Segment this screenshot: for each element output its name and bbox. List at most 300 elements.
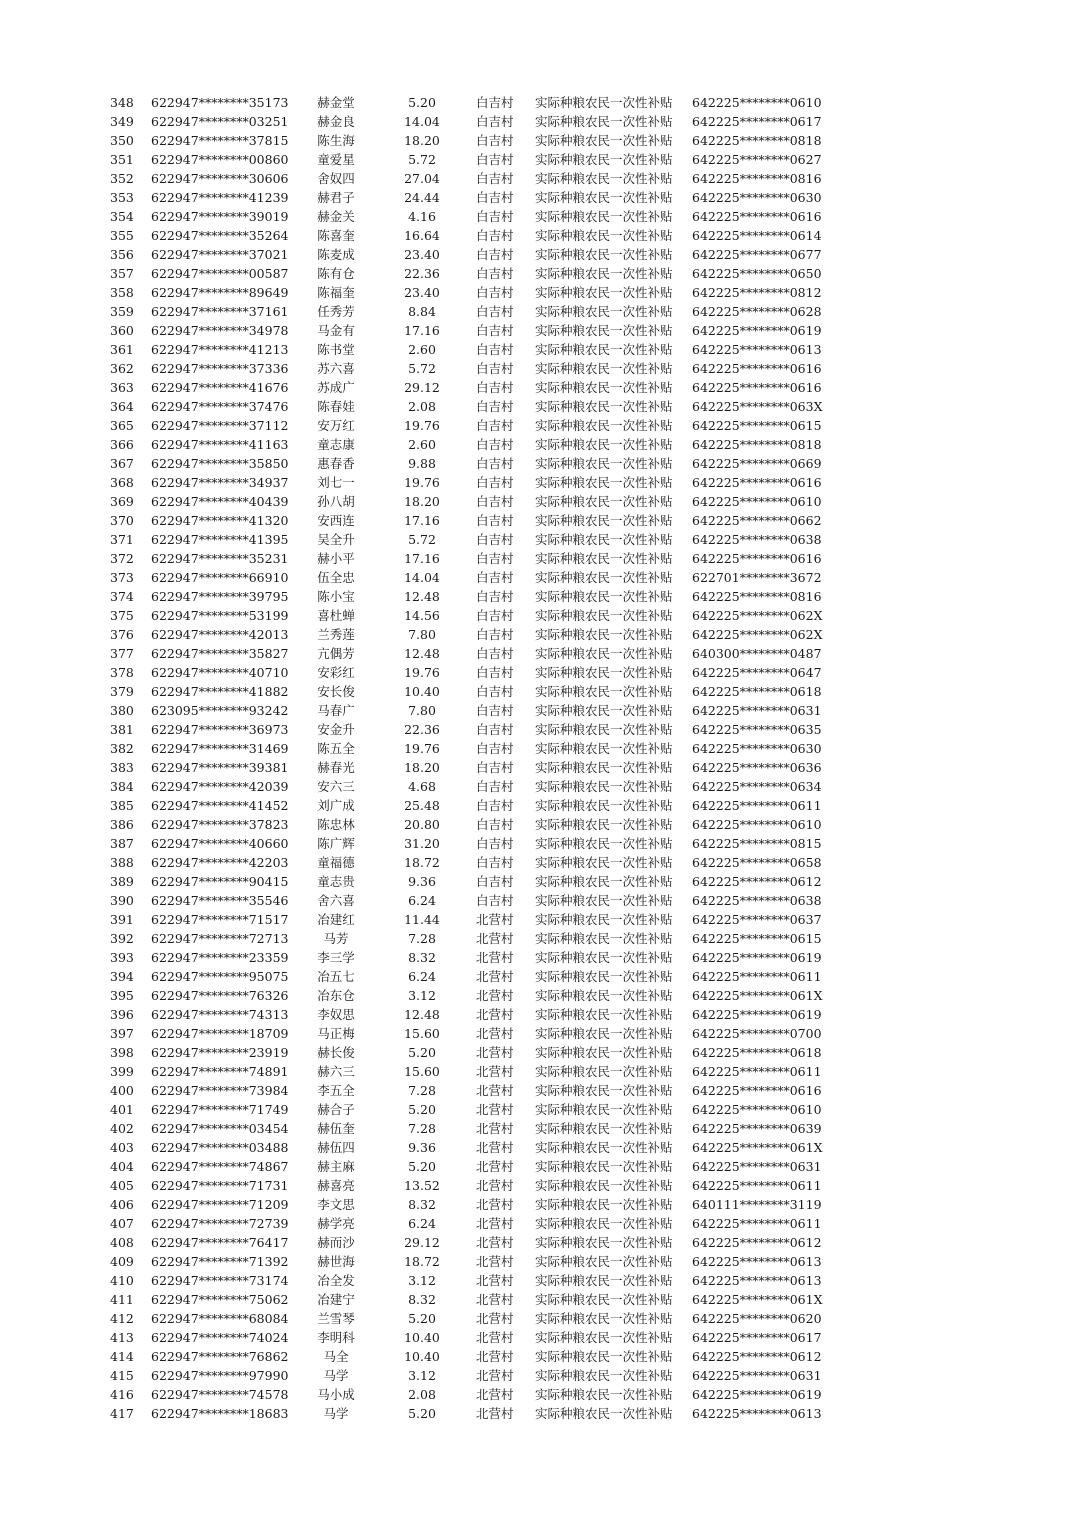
account-number: 622947********37161 bbox=[151, 304, 289, 319]
subsidy-amount: 5.20 bbox=[408, 1406, 436, 1421]
table-row bbox=[0, 131, 1074, 150]
row-number: 384 bbox=[110, 779, 134, 794]
village-name: 白吉村 bbox=[476, 893, 514, 908]
farmer-name: 赫君子 bbox=[317, 190, 355, 205]
id-number: 642225********0638 bbox=[692, 532, 822, 547]
row-number: 394 bbox=[110, 969, 134, 984]
subsidy-type: 实际种粮农民一次性补贴 bbox=[535, 95, 673, 110]
subsidy-amount: 4.68 bbox=[408, 779, 436, 794]
row-number: 353 bbox=[110, 190, 134, 205]
account-number: 622947********40660 bbox=[151, 836, 289, 851]
account-number: 622947********37112 bbox=[151, 418, 289, 433]
id-number: 642225********0616 bbox=[692, 1083, 822, 1098]
subsidy-amount: 29.12 bbox=[404, 1235, 440, 1250]
table-row bbox=[0, 93, 1074, 112]
village-name: 白吉村 bbox=[476, 114, 514, 129]
row-number: 407 bbox=[110, 1216, 134, 1231]
farmer-name: 安六三 bbox=[317, 779, 355, 794]
account-number: 622947********41395 bbox=[151, 532, 289, 547]
row-number: 414 bbox=[110, 1349, 134, 1364]
account-number: 622947********39795 bbox=[151, 589, 289, 604]
farmer-name: 陈生海 bbox=[317, 133, 355, 148]
account-number: 622947********03251 bbox=[151, 114, 289, 129]
id-number: 642225********0613 bbox=[692, 1273, 822, 1288]
table-row bbox=[0, 1119, 1074, 1138]
subsidy-type: 实际种粮农民一次性补贴 bbox=[535, 703, 673, 718]
table-row bbox=[0, 682, 1074, 701]
row-number: 400 bbox=[110, 1083, 134, 1098]
subsidy-type: 实际种粮农民一次性补贴 bbox=[535, 798, 673, 813]
village-name: 白吉村 bbox=[476, 95, 514, 110]
farmer-name: 刘广成 bbox=[317, 798, 355, 813]
farmer-name: 马全 bbox=[323, 1349, 349, 1364]
table-row bbox=[0, 1290, 1074, 1309]
subsidy-amount: 8.32 bbox=[408, 1197, 436, 1212]
id-number: 642225********0614 bbox=[692, 228, 822, 243]
account-number: 622947********18683 bbox=[151, 1406, 289, 1421]
account-number: 622947********37476 bbox=[151, 399, 289, 414]
account-number: 622947********35546 bbox=[151, 893, 289, 908]
table-row bbox=[0, 1214, 1074, 1233]
table-row bbox=[0, 1328, 1074, 1347]
account-number: 622947********42203 bbox=[151, 855, 289, 870]
id-number: 642225********061X bbox=[692, 1140, 823, 1155]
subsidy-type: 实际种粮农民一次性补贴 bbox=[535, 1178, 673, 1193]
farmer-name: 童志康 bbox=[317, 437, 355, 452]
village-name: 北营村 bbox=[476, 1159, 514, 1174]
farmer-name: 赫金良 bbox=[317, 114, 355, 129]
account-number: 622947********41882 bbox=[151, 684, 289, 699]
farmer-name: 陈小宝 bbox=[317, 589, 355, 604]
account-number: 622947********40439 bbox=[151, 494, 289, 509]
subsidy-type: 实际种粮农民一次性补贴 bbox=[535, 266, 673, 281]
subsidy-amount: 3.12 bbox=[408, 1273, 436, 1288]
farmer-name: 陈书堂 bbox=[317, 342, 355, 357]
id-number: 642225********062X bbox=[692, 608, 823, 623]
row-number: 392 bbox=[110, 931, 134, 946]
table-row bbox=[0, 378, 1074, 397]
farmer-name: 马学 bbox=[323, 1368, 349, 1383]
row-number: 348 bbox=[110, 95, 134, 110]
table-row bbox=[0, 606, 1074, 625]
id-number: 642225********0631 bbox=[692, 703, 822, 718]
id-number: 642225********0630 bbox=[692, 190, 822, 205]
table-row bbox=[0, 321, 1074, 340]
account-number: 622947********37815 bbox=[151, 133, 289, 148]
account-number: 622947********35850 bbox=[151, 456, 289, 471]
farmer-name: 陈福奎 bbox=[317, 285, 355, 300]
account-number: 622947********03454 bbox=[151, 1121, 289, 1136]
subsidy-amount: 6.24 bbox=[408, 969, 436, 984]
table-row bbox=[0, 872, 1074, 891]
id-number: 642225********0620 bbox=[692, 1311, 822, 1326]
row-number: 409 bbox=[110, 1254, 134, 1269]
id-number: 642225********0617 bbox=[692, 1330, 822, 1345]
row-number: 364 bbox=[110, 399, 134, 414]
farmer-name: 李文思 bbox=[317, 1197, 355, 1212]
table-row bbox=[0, 948, 1074, 967]
id-number: 642225********0669 bbox=[692, 456, 822, 471]
id-number: 642225********0610 bbox=[692, 817, 822, 832]
id-number: 642225********0612 bbox=[692, 874, 822, 889]
village-name: 白吉村 bbox=[476, 817, 514, 832]
farmer-name: 安长俊 bbox=[317, 684, 355, 699]
row-number: 354 bbox=[110, 209, 134, 224]
farmer-name: 惠春香 bbox=[317, 456, 355, 471]
village-name: 白吉村 bbox=[476, 152, 514, 167]
row-number: 361 bbox=[110, 342, 134, 357]
subsidy-type: 实际种粮农民一次性补贴 bbox=[535, 931, 673, 946]
farmer-name: 李明科 bbox=[317, 1330, 355, 1345]
farmer-name: 赫金堂 bbox=[317, 95, 355, 110]
farmer-name: 兰雪琴 bbox=[317, 1311, 355, 1326]
subsidy-amount: 5.72 bbox=[408, 361, 436, 376]
village-name: 白吉村 bbox=[476, 494, 514, 509]
subsidy-type: 实际种粮农民一次性补贴 bbox=[535, 950, 673, 965]
subsidy-amount: 9.36 bbox=[408, 1140, 436, 1155]
village-name: 白吉村 bbox=[476, 665, 514, 680]
id-number: 642225********0647 bbox=[692, 665, 822, 680]
table-row bbox=[0, 834, 1074, 853]
subsidy-amount: 2.08 bbox=[408, 1387, 436, 1402]
subsidy-type: 实际种粮农民一次性补贴 bbox=[535, 133, 673, 148]
account-number: 622947********90415 bbox=[151, 874, 289, 889]
id-number: 642225********0610 bbox=[692, 1102, 822, 1117]
farmer-name: 赫春光 bbox=[317, 760, 355, 775]
account-number: 622947********00587 bbox=[151, 266, 289, 281]
table-row bbox=[0, 169, 1074, 188]
row-number: 402 bbox=[110, 1121, 134, 1136]
row-number: 358 bbox=[110, 285, 134, 300]
farmer-name: 亢偶芳 bbox=[317, 646, 355, 661]
subsidy-type: 实际种粮农民一次性补贴 bbox=[535, 152, 673, 167]
village-name: 北营村 bbox=[476, 1235, 514, 1250]
village-name: 北营村 bbox=[476, 1311, 514, 1326]
table-row bbox=[0, 1100, 1074, 1119]
subsidy-type: 实际种粮农民一次性补贴 bbox=[535, 209, 673, 224]
id-number: 642225********0662 bbox=[692, 513, 822, 528]
farmer-name: 陈喜奎 bbox=[317, 228, 355, 243]
subsidy-type: 实际种粮农民一次性补贴 bbox=[535, 1311, 673, 1326]
subsidy-amount: 13.52 bbox=[404, 1178, 440, 1193]
row-number: 395 bbox=[110, 988, 134, 1003]
farmer-name: 马学 bbox=[323, 1406, 349, 1421]
table-row bbox=[0, 1024, 1074, 1043]
village-name: 白吉村 bbox=[476, 228, 514, 243]
table-row bbox=[0, 739, 1074, 758]
farmer-name: 赫金关 bbox=[317, 209, 355, 224]
row-number: 387 bbox=[110, 836, 134, 851]
table-row bbox=[0, 435, 1074, 454]
subsidy-type: 实际种粮农民一次性补贴 bbox=[535, 1235, 673, 1250]
subsidy-amount: 5.72 bbox=[408, 152, 436, 167]
subsidy-type: 实际种粮农民一次性补贴 bbox=[535, 1159, 673, 1174]
row-number: 405 bbox=[110, 1178, 134, 1193]
subsidy-amount: 2.60 bbox=[408, 437, 436, 452]
account-number: 622947********35264 bbox=[151, 228, 289, 243]
subsidy-type: 实际种粮农民一次性补贴 bbox=[535, 817, 673, 832]
subsidy-amount: 5.20 bbox=[408, 1159, 436, 1174]
table-row bbox=[0, 910, 1074, 929]
account-number: 622947********71392 bbox=[151, 1254, 289, 1269]
row-number: 413 bbox=[110, 1330, 134, 1345]
village-name: 北营村 bbox=[476, 1121, 514, 1136]
village-name: 北营村 bbox=[476, 1197, 514, 1212]
subsidy-amount: 24.44 bbox=[404, 190, 440, 205]
table-row bbox=[0, 1062, 1074, 1081]
subsidy-type: 实际种粮农民一次性补贴 bbox=[535, 228, 673, 243]
subsidy-type: 实际种粮农民一次性补贴 bbox=[535, 437, 673, 452]
subsidy-type: 实际种粮农民一次性补贴 bbox=[535, 570, 673, 585]
row-number: 391 bbox=[110, 912, 134, 927]
subsidy-amount: 18.20 bbox=[404, 494, 440, 509]
subsidy-type: 实际种粮农民一次性补贴 bbox=[535, 855, 673, 870]
subsidy-type: 实际种粮农民一次性补贴 bbox=[535, 1197, 673, 1212]
subsidy-type: 实际种粮农民一次性补贴 bbox=[535, 475, 673, 490]
row-number: 377 bbox=[110, 646, 134, 661]
id-number: 640300********0487 bbox=[692, 646, 822, 661]
subsidy-amount: 8.32 bbox=[408, 950, 436, 965]
subsidy-amount: 15.60 bbox=[404, 1026, 440, 1041]
account-number: 622947********68084 bbox=[151, 1311, 289, 1326]
subsidy-amount: 14.04 bbox=[404, 570, 440, 585]
table-row bbox=[0, 112, 1074, 131]
farmer-name: 陈春娃 bbox=[317, 399, 355, 414]
row-number: 379 bbox=[110, 684, 134, 699]
row-number: 376 bbox=[110, 627, 134, 642]
farmer-name: 冶建宁 bbox=[317, 1292, 355, 1307]
table-row bbox=[0, 568, 1074, 587]
subsidy-amount: 11.44 bbox=[404, 912, 440, 927]
table-row bbox=[0, 226, 1074, 245]
id-number: 642225********0610 bbox=[692, 95, 822, 110]
village-name: 白吉村 bbox=[476, 703, 514, 718]
row-number: 416 bbox=[110, 1387, 134, 1402]
farmer-name: 任秀芳 bbox=[317, 304, 355, 319]
table-row bbox=[0, 1404, 1074, 1423]
farmer-name: 安彩红 bbox=[317, 665, 355, 680]
village-name: 白吉村 bbox=[476, 361, 514, 376]
subsidy-type: 实际种粮农民一次性补贴 bbox=[535, 494, 673, 509]
farmer-name: 李奴思 bbox=[317, 1007, 355, 1022]
row-number: 362 bbox=[110, 361, 134, 376]
village-name: 白吉村 bbox=[476, 342, 514, 357]
row-number: 356 bbox=[110, 247, 134, 262]
farmer-name: 赫小平 bbox=[317, 551, 355, 566]
account-number: 622947********53199 bbox=[151, 608, 289, 623]
subsidy-amount: 22.36 bbox=[404, 266, 440, 281]
row-number: 368 bbox=[110, 475, 134, 490]
village-name: 白吉村 bbox=[476, 551, 514, 566]
id-number: 642225********0618 bbox=[692, 684, 822, 699]
village-name: 白吉村 bbox=[476, 133, 514, 148]
subsidy-type: 实际种粮农民一次性补贴 bbox=[535, 1387, 673, 1402]
village-name: 北营村 bbox=[476, 1387, 514, 1402]
row-number: 351 bbox=[110, 152, 134, 167]
subsidy-type: 实际种粮农民一次性补贴 bbox=[535, 361, 673, 376]
subsidy-amount: 10.40 bbox=[404, 1330, 440, 1345]
id-number: 642225********0631 bbox=[692, 1368, 822, 1383]
table-row bbox=[0, 587, 1074, 606]
subsidy-type: 实际种粮农民一次性补贴 bbox=[535, 722, 673, 737]
subsidy-amount: 19.76 bbox=[404, 741, 440, 756]
subsidy-type: 实际种粮农民一次性补贴 bbox=[535, 1349, 673, 1364]
farmer-name: 苏六喜 bbox=[317, 361, 355, 376]
subsidy-amount: 14.56 bbox=[404, 608, 440, 623]
farmer-name: 安西连 bbox=[317, 513, 355, 528]
farmer-name: 马金有 bbox=[317, 323, 355, 338]
id-number: 642225********0818 bbox=[692, 133, 822, 148]
account-number: 622947********00860 bbox=[151, 152, 289, 167]
row-number: 370 bbox=[110, 513, 134, 528]
village-name: 白吉村 bbox=[476, 760, 514, 775]
id-number: 642225********0618 bbox=[692, 1045, 822, 1060]
row-number: 350 bbox=[110, 133, 134, 148]
table-row bbox=[0, 1157, 1074, 1176]
village-name: 白吉村 bbox=[476, 418, 514, 433]
farmer-name: 苏成广 bbox=[317, 380, 355, 395]
farmer-name: 童爱星 bbox=[317, 152, 355, 167]
farmer-name: 安金升 bbox=[317, 722, 355, 737]
table-row bbox=[0, 644, 1074, 663]
row-number: 359 bbox=[110, 304, 134, 319]
village-name: 白吉村 bbox=[476, 570, 514, 585]
village-name: 白吉村 bbox=[476, 399, 514, 414]
subsidy-amount: 7.80 bbox=[408, 703, 436, 718]
subsidy-amount: 9.88 bbox=[408, 456, 436, 471]
id-number: 642225********0677 bbox=[692, 247, 822, 262]
account-number: 622947********71209 bbox=[151, 1197, 289, 1212]
row-number: 355 bbox=[110, 228, 134, 243]
table-row bbox=[0, 359, 1074, 378]
subsidy-amount: 7.28 bbox=[408, 1083, 436, 1098]
subsidy-amount: 5.20 bbox=[408, 1311, 436, 1326]
subsidy-type: 实际种粮农民一次性补贴 bbox=[535, 665, 673, 680]
table-row bbox=[0, 1138, 1074, 1157]
village-name: 北营村 bbox=[476, 1368, 514, 1383]
account-number: 622947********40710 bbox=[151, 665, 289, 680]
subsidy-type: 实际种粮农民一次性补贴 bbox=[535, 969, 673, 984]
village-name: 北营村 bbox=[476, 1292, 514, 1307]
row-number: 385 bbox=[110, 798, 134, 813]
subsidy-type: 实际种粮农民一次性补贴 bbox=[535, 551, 673, 566]
farmer-name: 赫合子 bbox=[317, 1102, 355, 1117]
id-number: 642225********0637 bbox=[692, 912, 822, 927]
subsidy-type: 实际种粮农民一次性补贴 bbox=[535, 779, 673, 794]
village-name: 北营村 bbox=[476, 931, 514, 946]
table-row bbox=[0, 302, 1074, 321]
farmer-name: 陈麦成 bbox=[317, 247, 355, 262]
village-name: 白吉村 bbox=[476, 798, 514, 813]
row-number: 386 bbox=[110, 817, 134, 832]
farmer-name: 赫伍奎 bbox=[317, 1121, 355, 1136]
farmer-name: 冶建红 bbox=[317, 912, 355, 927]
account-number: 622947********37021 bbox=[151, 247, 289, 262]
id-number: 642225********0639 bbox=[692, 1121, 822, 1136]
id-number: 642225********0631 bbox=[692, 1159, 822, 1174]
subsidy-type: 实际种粮农民一次性补贴 bbox=[535, 627, 673, 642]
village-name: 北营村 bbox=[476, 1064, 514, 1079]
table-row bbox=[0, 1347, 1074, 1366]
village-name: 白吉村 bbox=[476, 855, 514, 870]
village-name: 白吉村 bbox=[476, 874, 514, 889]
table-row bbox=[0, 283, 1074, 302]
subsidy-type: 实际种粮农民一次性补贴 bbox=[535, 304, 673, 319]
id-number: 642225********0636 bbox=[692, 760, 822, 775]
id-number: 642225********0611 bbox=[692, 1064, 822, 1079]
table-row bbox=[0, 1252, 1074, 1271]
farmer-name: 孙八胡 bbox=[317, 494, 355, 509]
row-number: 398 bbox=[110, 1045, 134, 1060]
farmer-name: 舍六喜 bbox=[317, 893, 355, 908]
account-number: 622947********41452 bbox=[151, 798, 289, 813]
subsidy-type: 实际种粮农民一次性补贴 bbox=[535, 741, 673, 756]
table-row bbox=[0, 416, 1074, 435]
subsidy-type: 实际种粮农民一次性补贴 bbox=[535, 1045, 673, 1060]
row-number: 352 bbox=[110, 171, 134, 186]
table-row bbox=[0, 150, 1074, 169]
village-name: 北营村 bbox=[476, 1007, 514, 1022]
id-number: 642225********0650 bbox=[692, 266, 822, 281]
subsidy-type: 实际种粮农民一次性补贴 bbox=[535, 1406, 673, 1421]
village-name: 白吉村 bbox=[476, 513, 514, 528]
village-name: 白吉村 bbox=[476, 646, 514, 661]
row-number: 366 bbox=[110, 437, 134, 452]
id-number: 642225********0816 bbox=[692, 589, 822, 604]
account-number: 622947********37823 bbox=[151, 817, 289, 832]
table-row bbox=[0, 1043, 1074, 1062]
id-number: 642225********0628 bbox=[692, 304, 822, 319]
row-number: 369 bbox=[110, 494, 134, 509]
account-number: 622947********35827 bbox=[151, 646, 289, 661]
farmer-name: 冶五七 bbox=[317, 969, 355, 984]
table-row bbox=[0, 397, 1074, 416]
row-number: 365 bbox=[110, 418, 134, 433]
farmer-name: 童福德 bbox=[317, 855, 355, 870]
village-name: 白吉村 bbox=[476, 171, 514, 186]
farmer-name: 赫主麻 bbox=[317, 1159, 355, 1174]
subsidy-type: 实际种粮农民一次性补贴 bbox=[535, 323, 673, 338]
row-number: 393 bbox=[110, 950, 134, 965]
farmer-name: 赫喜亮 bbox=[317, 1178, 355, 1193]
id-number: 642225********0616 bbox=[692, 209, 822, 224]
subsidy-type: 实际种粮农民一次性补贴 bbox=[535, 399, 673, 414]
village-name: 北营村 bbox=[476, 1045, 514, 1060]
subsidy-amount: 19.76 bbox=[404, 418, 440, 433]
account-number: 622947********34937 bbox=[151, 475, 289, 490]
row-number: 373 bbox=[110, 570, 134, 585]
id-number: 642225********0818 bbox=[692, 437, 822, 452]
account-number: 622947********41320 bbox=[151, 513, 289, 528]
id-number: 642225********0619 bbox=[692, 323, 822, 338]
account-number: 622947********74867 bbox=[151, 1159, 289, 1174]
village-name: 白吉村 bbox=[476, 266, 514, 281]
account-number: 622947********73174 bbox=[151, 1273, 289, 1288]
subsidy-type: 实际种粮农民一次性补贴 bbox=[535, 285, 673, 300]
id-number: 642225********0613 bbox=[692, 1254, 822, 1269]
table-row bbox=[0, 473, 1074, 492]
subsidy-type: 实际种粮农民一次性补贴 bbox=[535, 1007, 673, 1022]
subsidy-amount: 2.08 bbox=[408, 399, 436, 414]
row-number: 401 bbox=[110, 1102, 134, 1117]
account-number: 622947********76862 bbox=[151, 1349, 289, 1364]
table-row bbox=[0, 264, 1074, 283]
account-number: 622947********95075 bbox=[151, 969, 289, 984]
account-number: 622947********39381 bbox=[151, 760, 289, 775]
table-row bbox=[0, 777, 1074, 796]
village-name: 白吉村 bbox=[476, 741, 514, 756]
subsidy-amount: 9.36 bbox=[408, 874, 436, 889]
